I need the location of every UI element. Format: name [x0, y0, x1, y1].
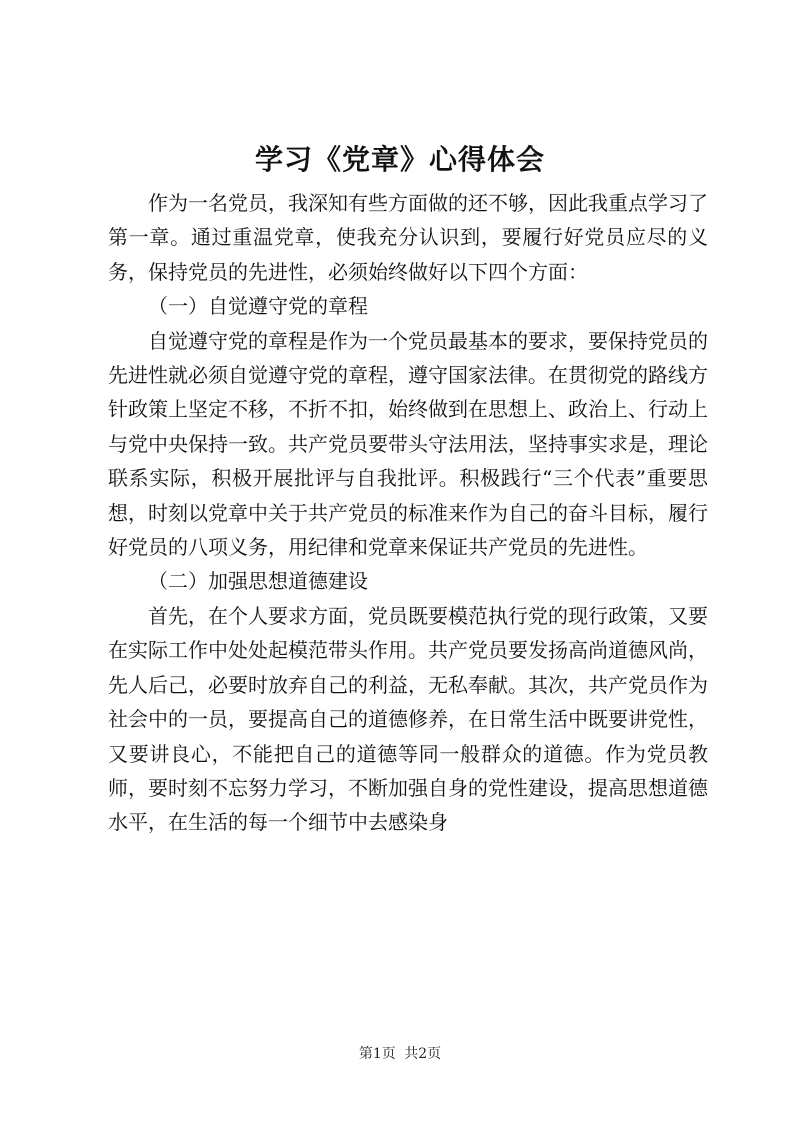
- section-heading-2: （二）加强思想道德建设: [148, 569, 368, 594]
- section-heading-1: （一）自觉遵守党的章程: [148, 294, 368, 319]
- intro-paragraph: 作为一名党员，我深知有些方面做的还不够，因此我重点学习了第一章。通过重温党章，使我充分认识到，要履行好党员应尽的义务，保持党员的先进性，必须始终做好以下四个方面：: [108, 191, 708, 284]
- page-footer: [0, 1044, 800, 1064]
- page-number: 第1页: [358, 1046, 396, 1062]
- document-title: 学习《党章》心得体会: [254, 143, 545, 176]
- page-total: 共2页: [404, 1046, 442, 1062]
- document-body: [108, 186, 708, 840]
- section-1-paragraph: 自觉遵守党的章程是作为一个党员最基本的要求，要保持党员的先进性就必须自觉遵守党的章程，遵守国家法律。在贯彻党的路线方针政策上坚定不移，不折不扣，始终做到在思想上、政治上、行动上与党中央保持一致。共产党员要带头守法用法，坚持事实求是，理论联系实际，积极开展批评与自我批评。积极践行“三个代表”重要思想，时刻以党章中关于共产党员的标准来作为自己的奋斗目标，履行好党员的八项义务，用纪律和党章来保证共产党员的先进性。: [108, 328, 708, 560]
- section-2-paragraph: 首先，在个人要求方面，党员既要模范执行党的现行政策，又要在实际工作中处处起模范带头作用。共产党员要发扬高尚道德风尚，先人后己，必要时放弃自己的利益，无私奉献。其次，共产党员作为社会中的一员，要提高自己的道德修养，在日常生活中既要讲党性，又要讲良心，不能把自己的道德等同一般群众的道德。作为党员教师，要时刻不忘努力学习，不断加强自身的党性建设，提高思想道德水平，在生活的每一个细节中去感染身: [108, 603, 708, 835]
